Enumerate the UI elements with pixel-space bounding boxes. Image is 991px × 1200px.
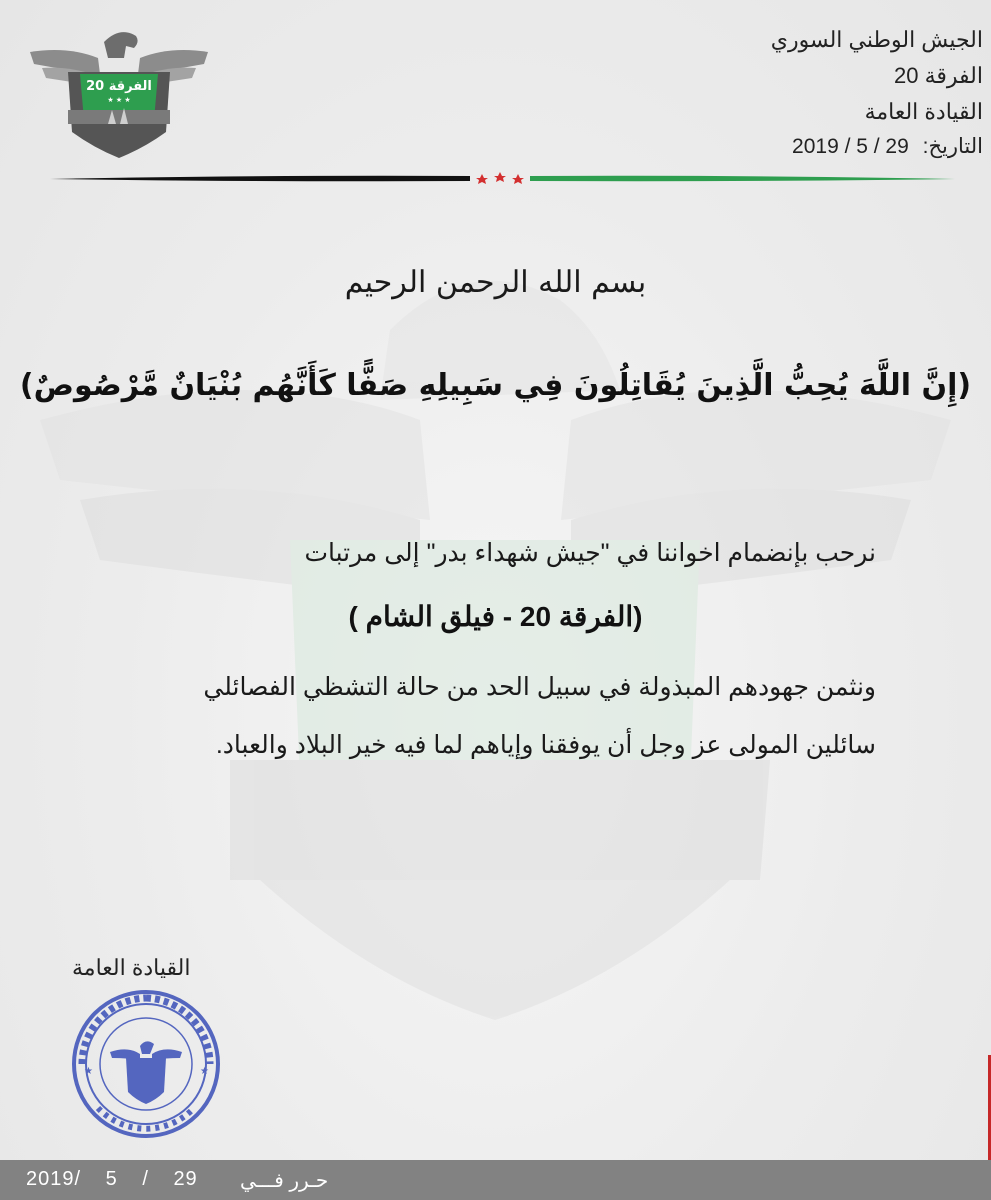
- date-label: التاريخ:: [922, 135, 983, 158]
- footer-date: 2019/ 5 / 29: [26, 1168, 198, 1190]
- org-name: الجيش الوطني السوري: [770, 27, 983, 52]
- flag-divider: [50, 168, 955, 188]
- date-value: 2019 / 5 / 29: [792, 135, 909, 158]
- division-logo: [28, 24, 210, 164]
- footer-label: حـرر فـــي: [240, 1170, 329, 1192]
- date-row: [623, 130, 983, 164]
- division-highlight: (الفرقة 20 - فيلق الشام ): [348, 601, 643, 632]
- official-seal-stamp: [70, 988, 222, 1140]
- footer-year: 2019/: [26, 1168, 82, 1190]
- footer-month: 5: [105, 1168, 118, 1190]
- footer-day: 29: [173, 1168, 198, 1190]
- prayer-line: سائلين المولى عز وجل أن يوفقنا وإياهم لما فيه خير البلاد والعباد.: [215, 731, 876, 759]
- footer-bar: [0, 1160, 991, 1200]
- quran-verse: (إِنَّ اللَّهَ يُحِبُّ الَّذِينَ يُقَاتِلُونَ فِي سَبِيلِهِ صَفًّا كَأَنَّهُم بُنْيَانٌ مَّرْصُوصٌ): [19, 368, 972, 403]
- signature-label: القيادة العامة: [72, 955, 191, 980]
- division-name: الفرقة 20: [894, 63, 983, 88]
- logo-text: الفرقة 20: [86, 79, 152, 94]
- welcome-line: نرحب بإنضمام اخواننا في "جيش شهداء بدر" إلى مرتبات: [304, 539, 876, 567]
- svg-text:★: ★: [84, 1066, 93, 1077]
- svg-text:★ ★ ★: ★ ★ ★: [107, 96, 131, 104]
- command-name: القيادة العامة: [864, 99, 983, 124]
- appreciation-line: ونثمن جهودهم المبذولة في سبيل الحد من حالة التشظي الفصائلي: [203, 673, 876, 701]
- basmala: بسم الله الرحمن الرحيم: [344, 265, 647, 300]
- header-org-block: [623, 22, 983, 164]
- svg-text:★: ★: [200, 1066, 209, 1077]
